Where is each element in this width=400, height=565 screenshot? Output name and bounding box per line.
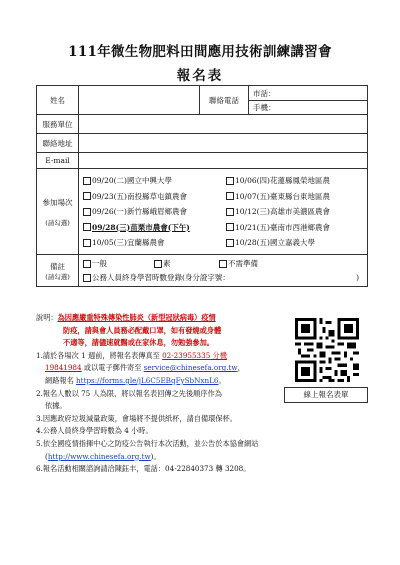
note-1b: 或以電子郵件寄至 xyxy=(81,363,144,373)
fax-number: 02-23955335 分機 xyxy=(162,350,227,360)
remarks-label-cell xyxy=(37,255,79,287)
session-option[interactable]: 10/07(五)臺東縣台東地區農 xyxy=(226,188,363,204)
diet-general: 一般 xyxy=(92,259,107,268)
session-option[interactable]: 09/23(五)南投縣草屯鎮農會 xyxy=(83,188,220,204)
session-option[interactable]: 10/06(四)花蓮縣鳳榮地區農 xyxy=(226,173,363,189)
session-label: 參加場次 xyxy=(42,197,73,207)
checkbox-icon[interactable] xyxy=(83,177,91,185)
covid-notice-2: 防疫，請與會人員務必配戴口罩，如有發燒或身體 xyxy=(63,325,222,335)
note-1d: 網路報名 xyxy=(45,375,77,385)
checkbox-icon[interactable] xyxy=(219,260,227,268)
session-option[interactable]: 09/26(一)新竹縣峨眉鄉農會 xyxy=(83,204,220,220)
note-1c: ， xyxy=(237,363,245,373)
website-link[interactable]: http://www.chinesefa.org.tw xyxy=(47,451,151,461)
remarks-hint: (請勾選) xyxy=(45,272,70,281)
notes-label: 說明： xyxy=(36,313,58,322)
covid-notice-3: 不適等，請儘速就醫或在家休息，勿勉強參加。 xyxy=(63,338,214,348)
checkbox-icon[interactable] xyxy=(83,208,91,216)
session-option[interactable]: 09/28(三)苗栗市農會(下午) xyxy=(83,219,220,235)
checkbox-icon[interactable] xyxy=(226,239,234,247)
checkbox-icon[interactable] xyxy=(83,260,91,268)
mobile-label: 手機： xyxy=(253,103,276,112)
session-option[interactable]: 10/12(三)高雄市美濃區農會 xyxy=(226,204,363,220)
qr-code-icon[interactable] xyxy=(295,318,359,382)
diet-none: 不需準備 xyxy=(228,259,258,268)
checkbox-icon[interactable] xyxy=(226,208,234,216)
org-field[interactable] xyxy=(79,115,368,134)
mobile-field[interactable] xyxy=(249,101,368,115)
note-1a: 1.請於各場次 1 週前，將報名表傳真至 xyxy=(36,350,163,360)
checkbox-icon[interactable] xyxy=(226,223,234,231)
email-link[interactable]: service@chinesefa.org.tw xyxy=(143,363,238,373)
covid-notice-1: 為因應嚴重特殊傳染性肺炎（新型冠狀病毒）疫情 xyxy=(57,313,216,322)
page-title: 111年微生物肥料田間應用技術訓練講習會 xyxy=(68,44,332,60)
session-hint: (請勾選) xyxy=(45,218,70,227)
civil-servant-option: 公務人員終身學習時數登錄(身分證字號： xyxy=(92,273,230,282)
note-5b: ( xyxy=(45,451,48,461)
checkbox-icon[interactable] xyxy=(83,274,91,282)
city-phone-field[interactable] xyxy=(249,86,368,101)
checkbox-icon[interactable] xyxy=(154,260,162,268)
address-field[interactable] xyxy=(79,134,368,153)
session-option[interactable]: 10/05(三)宜蘭縣農會 xyxy=(83,235,220,251)
qr-caption: 線上報名表單 xyxy=(284,387,368,403)
registration-form xyxy=(36,85,368,287)
checkbox-icon[interactable] xyxy=(226,192,234,200)
page-subtitle: 報名表 xyxy=(176,68,224,84)
checkbox-icon[interactable] xyxy=(83,223,91,231)
checkbox-icon[interactable] xyxy=(83,239,91,247)
checkbox-icon[interactable] xyxy=(83,192,91,200)
org-label: 服務單位 xyxy=(37,115,79,134)
session-option[interactable]: 10/21(五)臺南市西港鄉農會 xyxy=(226,219,363,235)
note-5a: 5.依全國疫情指揮中心之防疫公告執行本次活動，並公告於本協會網站 xyxy=(36,438,259,448)
note-6: 6.報名活動相關諮詢請洽陳鈺丰，電話：04-22840373 轉 3208。 xyxy=(36,464,251,474)
email-label: E-mail xyxy=(37,153,79,169)
phone-label: 聯絡電話 xyxy=(200,86,249,115)
session-options xyxy=(79,169,368,255)
note-5c: )。 xyxy=(150,451,161,461)
form-url-link[interactable]: https://forms.gle/jL6C5EBqFySbNxnL6 xyxy=(76,375,219,385)
session-option[interactable]: 10/28(五)國立嘉義大學 xyxy=(226,235,363,251)
note-4: 4.公務人員終身學習時數為 4 小時。 xyxy=(36,426,153,436)
diet-veg: 素 xyxy=(163,259,171,268)
note-3: 3.因應政府垃圾減量政策，會場將不提供紙杯，請自備環保杯。 xyxy=(36,413,237,423)
civil-servant-close: ) xyxy=(356,273,359,282)
remarks-label: 備註 xyxy=(50,261,65,271)
session-option[interactable]: 09/20(二)國立中興大學 xyxy=(83,173,220,189)
city-phone-label: 市話： xyxy=(253,88,276,98)
name-field[interactable] xyxy=(79,86,200,115)
email-field[interactable] xyxy=(79,153,368,169)
remarks-options xyxy=(79,255,368,287)
session-label-cell xyxy=(37,169,79,255)
fax-extension: 19841984 xyxy=(45,363,82,373)
note-2a: 2.報名人數以 75 人為限，將以報名表回傳之先後順序作為 xyxy=(36,388,222,398)
note-2b: 依據。 xyxy=(45,401,67,411)
note-1e: 。 xyxy=(218,375,226,385)
checkbox-icon[interactable] xyxy=(226,177,234,185)
name-label: 姓名 xyxy=(37,86,79,115)
address-label: 聯絡地址 xyxy=(37,134,79,153)
